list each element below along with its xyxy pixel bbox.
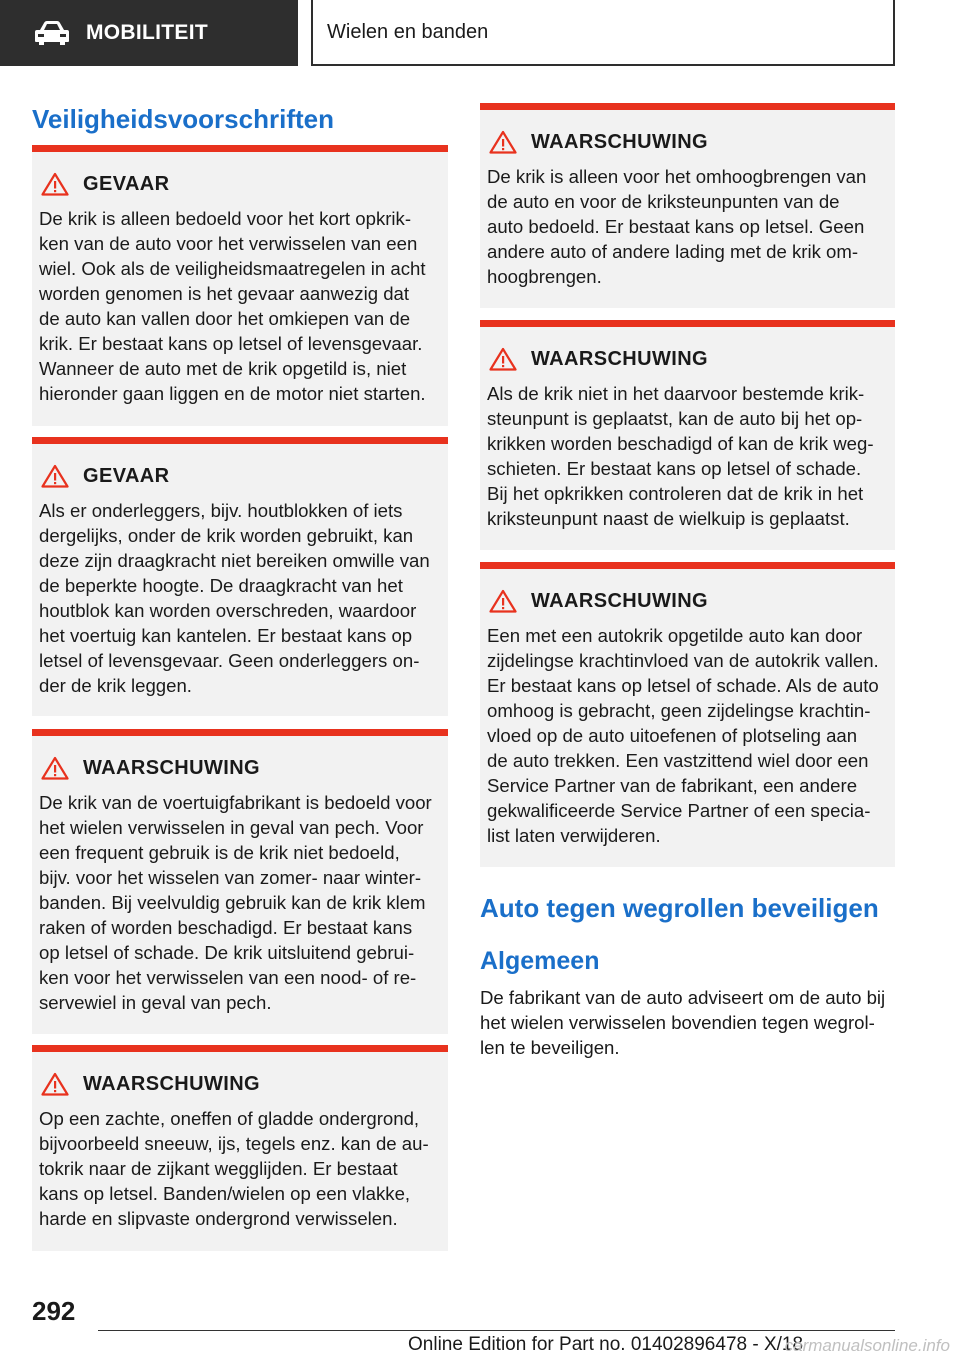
box-text: Op een zachte, oneffen of gladde ondergrond, bijvoorbeeld sneeuw, ijs, tegels enz. kan de au- tokrik naar de zijkant wegglijden. Er bestaat kans op letsel. Banden/wielen op een vlakke, harde en slipvaste ondergrond verwisselen.	[39, 1108, 429, 1229]
danger-box	[32, 437, 448, 716]
warning-triangle-icon	[41, 172, 69, 196]
danger-box	[32, 145, 448, 426]
section-heading: Auto tegen wegrollen beveiligen	[480, 893, 879, 923]
box-label: WAARSCHUWING	[83, 756, 261, 779]
warning-box	[32, 729, 448, 1034]
warning-box	[480, 320, 895, 550]
box-text: De krik is alleen voor het omhoogbrengen van de auto en voor de kriksteunpunten van de auto bedoeld. Er bestaat kans op letsel. Geen andere auto of andere lading met de krik om- hoogbrengen.	[487, 166, 867, 287]
box-label: GEVAAR	[83, 464, 170, 487]
warning-triangle-icon	[489, 589, 517, 613]
box-label: WAARSCHUWING	[83, 1072, 261, 1095]
footer-divider	[98, 1330, 895, 1331]
warning-triangle-icon	[41, 464, 69, 488]
warning-triangle-icon	[41, 756, 69, 780]
box-text: De krik is alleen bedoeld voor het kort opkrik- ken van de auto voor het verwisselen van een wiel. Ook als de veiligheidsmaatregelen in acht worden genomen is het gevaar aanwezig dat de auto kan vallen door het omkiepen van de krik. Er bestaat kans op letsel of levensgevaar. Wanneer de auto met de krik opgetild is, niet hieronder gaan liggen en de motor niet starten.	[39, 208, 426, 404]
page-number: 292	[32, 1296, 76, 1326]
box-label: GEVAAR	[83, 172, 170, 195]
warning-triangle-icon	[489, 130, 517, 154]
chapter-title: Wielen en banden	[327, 20, 489, 43]
warning-box	[480, 562, 895, 867]
subsection-heading: Algemeen	[480, 947, 600, 975]
warning-box	[32, 1045, 448, 1251]
box-label: WAARSCHUWING	[531, 130, 709, 153]
box-label: WAARSCHUWING	[531, 589, 709, 612]
car-icon	[34, 20, 70, 46]
watermark: carmanualsonline.info	[784, 1336, 950, 1355]
section-tab	[0, 0, 298, 66]
box-label: WAARSCHUWING	[531, 347, 709, 370]
box-text: Een met een autokrik opgetilde auto kan door zijdelingse krachtinvloed van de autokrik vallen. Er bestaat kans op letsel of schade. Als de auto omhoog is gebracht, geen zijdelingse krachtin- vloed op de auto uitoefenen of plotseling aan de auto trekken. Een vastzittend wiel door een Service Partner van de fabrikant, een andere gekwalificeerde Service Partner of een specia- list laten verwijderen.	[487, 625, 879, 846]
chapter-header	[311, 0, 895, 66]
box-text: Als de krik niet in het daarvoor bestemde krik- steunpunt is geplaatst, kan de auto bij het op- krikken worden beschadigd of kan de krik weg- schieten. Er bestaat kans op letsel of schade. Bij het opkrikken controleren dat de krik in het kriksteunpunt naast de wielkuip is geplaatst.	[487, 383, 874, 529]
warning-triangle-icon	[489, 347, 517, 371]
section-heading: Veiligheidsvoorschriften	[32, 104, 334, 134]
section-title: MOBILITEIT	[86, 21, 208, 44]
warning-box	[480, 103, 895, 308]
box-text: Als er onderleggers, bijv. houtblokken of iets dergelijks, onder de krik worden gebruikt, kan deze zijn draagkracht niet bereiken omwille van de beperkte hoogte. De draagkracht van het houtblok kan worden overschreden, waardoor het voertuig kan kantelen. Er bestaat kans op letsel of levensgevaar. Geen onderleggers on- der de krik leggen.	[39, 500, 430, 696]
warning-triangle-icon	[41, 1072, 69, 1096]
box-text: De krik van de voertuigfabrikant is bedoeld voor het wielen verwisselen in geval van pech. Voor een frequent gebruik is de krik niet bedoeld, bijv. voor het wisselen van zomer- naar winter- banden. Bij veelvuldig gebruik kan de krik klem raken of worden beschadigd. Er bestaat kans op letsel of schade. De krik uitsluitend gebrui- ken voor het verwisselen van een nood- of re- servewiel in geval van pech.	[39, 792, 432, 1013]
body-paragraph: De fabrikant van de auto adviseert om de auto bij het wielen verwisselen bovendien tegen wegrol- len te beveiligen.	[480, 987, 886, 1058]
edition-text: Online Edition for Part no. 01402896478 - X/18	[408, 1334, 804, 1355]
